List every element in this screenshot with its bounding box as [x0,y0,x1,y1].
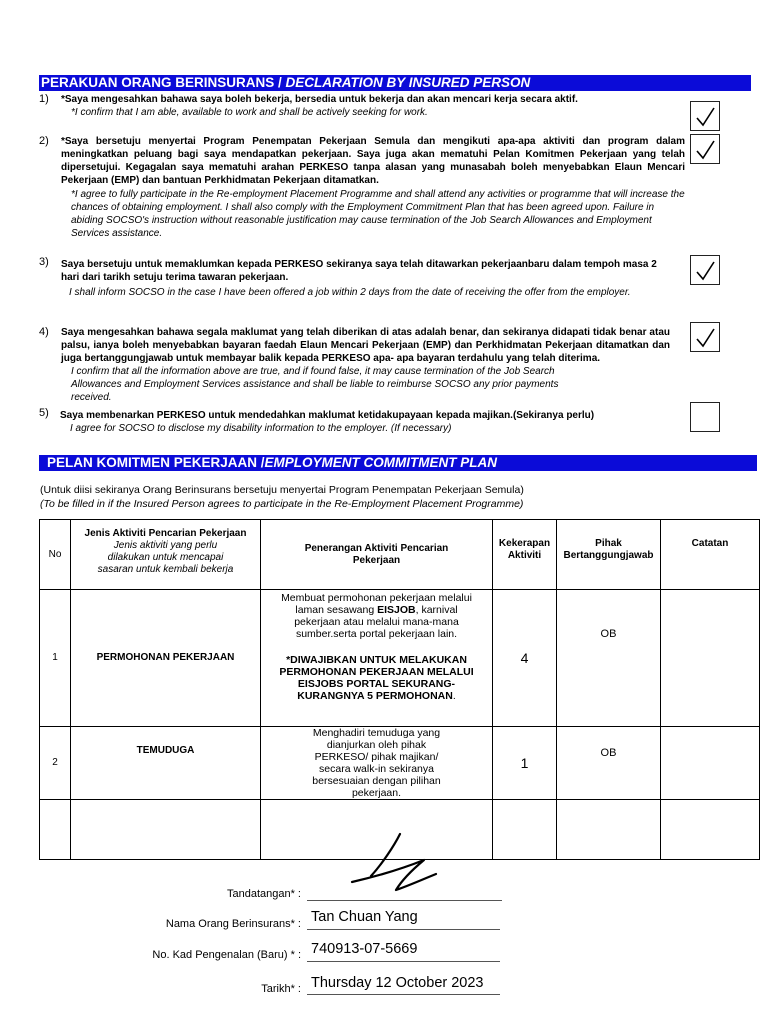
plan-header [39,455,757,471]
col-header-notes: Catatan [661,520,760,590]
row-notes [661,590,760,727]
item-text-ms: Saya membenarkan PERKESO untuk mendedahkan maklumat ketidakupayaan kepada majikan.(Sekiranya perlu) [60,410,595,421]
item-text-en: *I agree to fully participate in the Re-employment Placement Programme and shall attend any activities or programme that will increase the chances of obtaining employment. I shall also comply with the Employment Commitment Plan that has been agreed upon. Failure in abiding SOCSO's instruction without reasonable justification may cause termination of the Job Search Allowances and Employment Services assistance. [71,189,685,239]
table-row [40,727,760,800]
declaration-header [39,75,751,91]
empty-cell [40,800,71,860]
item-number: 3) [39,256,49,268]
row-description-note-text: *DIWAJIBKAN UNTUK MELAKUKAN PERMOHONAN PEKERJAAN MELALUI EISJOBS PORTAL SEKURANG-KURANGNYA 5 PERMOHONAN [279,654,474,702]
row-responsible: OB [557,590,661,727]
declaration-item-3 [61,258,661,299]
name-label: Nama Orang Berinsurans* : [165,918,301,930]
ic-label: No. Kad Pengenalan (Baru) * : [152,949,301,961]
item-text-ms: Saya bersetuju untuk memaklumkan kepada PERKESO sekiranya saya telah ditawarkan pekerjaanbaru dalam tempoh masa 2 hari dari tarikh setuju terima tawaran pekerjaan. [61,259,657,283]
item-text-en: I agree for SOCSO to disclose my disability information to the employer. (If necessary) [70,423,452,434]
col-header-no: No [40,520,71,590]
row-activity: PERMOHONAN PEKERJAAN [71,590,261,727]
signature-label: Tandatangan* : [226,888,301,900]
checkmark-icon [696,328,716,348]
date-line[interactable] [307,994,500,995]
row-notes [661,727,760,800]
checkmark-icon [696,107,716,127]
empty-cell [557,800,661,860]
ic-line[interactable] [307,961,500,962]
table-row [40,590,760,727]
item-5-checkbox[interactable] [690,402,720,432]
empty-cell [493,800,557,860]
col-header-description: Penerangan Aktiviti Pencarian Pekerjaan [261,520,493,590]
col-header-activity-type-title: Jenis Aktiviti Pencarian Pekerjaan [84,528,247,539]
plan-header-en: EMPLOYMENT COMMITMENT PLAN [264,455,498,470]
item-4-checkbox[interactable] [690,322,720,352]
row-frequency: 4 [493,590,557,727]
row-description-pre: Membuat permohonan pekerjaan melalui laman sesawang [281,592,472,616]
declaration-item-4 [61,326,670,404]
row-activity: TEMUDUGA [71,727,261,800]
item-3-checkbox[interactable] [690,255,720,285]
name-value: Tan Chuan Yang [311,909,418,925]
declaration-item-1 [61,93,685,119]
row-no: 2 [40,727,71,800]
name-line[interactable] [307,929,500,930]
row-no: 1 [40,590,71,727]
item-text-en: I confirm that all the information above are true, and if found false, it may cause termination of the Job Search Allowances and Employment Services assistance and shall be liable to reimburse SOCSO any prior payments received. [71,366,559,403]
col-header-frequency: Kekerapan Aktiviti [493,520,557,590]
item-text-en: I shall inform SOCSO in the case I have been offered a job within 2 days from the date of receiving the offer from the employer. [69,287,631,298]
item-number: 5) [39,407,49,419]
date-value: Thursday 12 October 2023 [311,975,484,991]
declaration-item-2 [61,135,685,240]
declaration-header-en: DECLARATION BY INSURED PERSON [285,75,531,90]
row-description-text [269,592,484,640]
commitment-plan-table [39,519,760,860]
col-header-activity-type [71,520,261,590]
item-number: 4) [39,326,49,338]
row-description [261,590,493,727]
row-frequency: 1 [493,727,557,800]
item-text-en: *I confirm that I am able, available to work and shall be actively seeking for work. [71,107,428,118]
plan-note-en: (To be filled in if the Insured Person agrees to participate in the Re-Employment Placement Programme) [40,498,524,510]
item-number: 1) [39,93,49,105]
empty-cell [71,800,261,860]
row-responsible: OB [557,727,661,800]
table-header-row [40,520,760,590]
checkmark-icon [696,261,716,281]
item-text-ms: *Saya mengesahkan bahawa saya boleh bekerja, bersedia untuk bekerja dan akan mencari kerja secara aktif. [61,94,578,105]
handwritten-signature [338,828,478,908]
row-description-note [269,654,484,702]
declaration-header-ms: PERAKUAN ORANG BERINSURANS / [41,75,286,90]
item-text-ms: Saya mengesahkan bahawa segala maklumat yang telah diberikan di atas adalah benar, dan sekiranya didapati tidak benar atau palsu, ianya boleh menyebabkan bayaran faedah Elaun Mencari Pekerjaan (EMP) dan Perkhidmatan Pekerjaan ditamatkan dan juga bertanggungjawab untuk membayar balik kepada PERKESO apa- apa bayaran terdahulu yang telah diterima. [61,327,670,364]
row-description-bold: EISJOB [377,604,416,616]
item-text-ms: *Saya bersetuju menyertai Program Penempatan Pekerjaan Semula dan mengikuti apa-apa aktiviti dan program dalam meningkatkan peluang bagi saya mendapatkan pekerjaan. Saya juga akan mematuhi Pelan Komitmen Pekerjaan yang telah dipersetujui. Kegagalan saya mematuhi arahan PERKESO tanpa alasan yang munasabah boleh menyebabkan Elaun Mencari Pekerjaan (EMP) dan bantuan Perkhidmatan Pekerjaan ditamatkan. [61,136,685,186]
row-description: Menghadiri temuduga yang dianjurkan oleh pihak PERKESO/ pihak majikan/ secara walk-in sekiranya bersesuaian dengan pilihan pekerjaan. [261,727,493,800]
col-header-activity-type-sub: Jenis aktiviti yang perlu dilakukan untuk mencapai sasaran untuk kembali bekerja [97,540,234,575]
plan-note-ms: (Untuk diisi sekiranya Orang Berinsurans bersetuju menyertai Program Penempatan Pekerjaan Semula) [40,484,524,496]
item-1-checkbox[interactable] [690,101,720,131]
row-description-post: , karnival pekerjaan atau melalui mana-mana sumber.serta portal pekerjaan lain. [294,604,459,640]
date-label: Tarikh* : [261,983,301,995]
ic-value: 740913-07-5669 [311,941,418,957]
item-2-checkbox[interactable] [690,134,720,164]
declaration-item-5 [60,409,680,435]
empty-cell [661,800,760,860]
row-description-note-end: . [452,690,456,702]
plan-header-ms: PELAN KOMITMEN PEKERJAAN / [47,455,265,470]
col-header-responsible: Pihak Bertanggungjawab [557,520,661,590]
checkmark-icon [696,140,716,160]
item-number: 2) [39,135,49,147]
